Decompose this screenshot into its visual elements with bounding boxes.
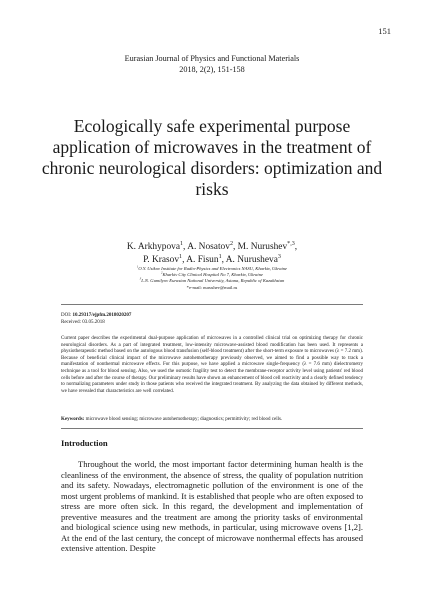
author-list (80, 241, 344, 267)
corresponding-email: *e-mail: nurushev@mail.ru (186, 284, 238, 290)
introduction-paragraph: Throughout the world, the most important factor determining human health is the cleanliness of the environment, the absence of stress, the quality of population nutrition and its safety. Nowadays, electromagnetic pollution of the environment is one of the most urgent problems of mankind. It is established that people who are often exposed to stress are more often sick. In this regard, the development and implementation of preventive measures and the treatment are among the priority tasks of environmental and biological science using new methods, in particular, using microwave ovens [1,2]. At the end of the last century, the concept of microwave nonthermal effects has aroused extensive attention. Despite (61, 459, 363, 554)
author: A. Nurusheva$^3$ (225, 253, 281, 265)
author: P. Krasov$^1$, (143, 253, 187, 265)
paper-title: Ecologically safe experimental purpose application of microwaves in the treatment of chronic neurological disorders: optimization and risks (41, 116, 383, 199)
journal-header (0, 53, 424, 75)
author: A. Fisun$^1$, (186, 253, 226, 265)
page-number: 151 (378, 26, 391, 36)
keywords (61, 417, 363, 424)
doi-link[interactable]: 10.29317/ejpfm.2018020207 (72, 313, 132, 318)
author: M. Nurushev$^{*,3}$, (237, 240, 298, 252)
affiliation: $^2$Kharkiv City Clinical Hospital No 7, Kharkiv, Ukraine (160, 270, 264, 278)
keywords-label: Keywords: (61, 417, 85, 422)
affiliation: $^1$O.Y. Usikov Institute for Radio-Physics and Electronics NASU, Kharkiv, Ukraine (136, 264, 288, 271)
doi: DOI: 10.29317/ejpfm.2018020207 (61, 313, 132, 318)
keywords-text: microwave blood sensing; microwave autohemotherapy; diagnostics; permittivity; red blood cells. (85, 417, 283, 422)
section-heading-introduction: Introduction (61, 438, 108, 448)
journal-citation: 2018, 2(2), 151-158 (179, 65, 245, 74)
affiliation: $^3$L.N. Gumilyov Eurasian National University, Astana, Republic of Kazakhstan (139, 276, 285, 284)
received-date: Received: 03.05.2018 (61, 320, 105, 325)
journal-name: Eurasian Journal of Physics and Functional Materials (124, 54, 300, 63)
article-meta (61, 312, 131, 326)
author: A. Nosatov$^2$, (187, 240, 238, 252)
divider (61, 304, 363, 305)
affiliations (60, 266, 364, 291)
author: K. Arkhypova$^1$, (126, 240, 188, 252)
abstract: Current paper describes the experimental dual-purpose application of microwaves in a controlled clinical trial on optimizing therapy for chronic neurological disorders. As a part of integrated treatment, low-intensity microwave-assisted blood modification has been used. It represents a physiotherapeutic method based on the autologous blood transfusion (self-blood treatment) after the short-term exposure to microwaves (λ = 7.2 mm). Because of beneficial clinical impact of the microwave autohemotherapy previously observed, we aimed to find a possible way to track a manifestation of nonthermal microwave effects. For this purpose, we have applied a microwave single-frequency (λ = 7.6 mm) dielectrometry technique as a tool for blood sensing. Also, we used the osmotic fragility test to detect the membrane-receptor activity level using patients' red blood cells before and after the course of therapy. Our preliminary results have shown an enhancement of blood cell reactivity and a clearly defined tendency to normalizing parameters under study in those patients who received the integrated treatment. By analyzing the data obtained by different methods, we have revealed that characteristics are well correlated. (61, 336, 363, 394)
divider (61, 428, 363, 429)
